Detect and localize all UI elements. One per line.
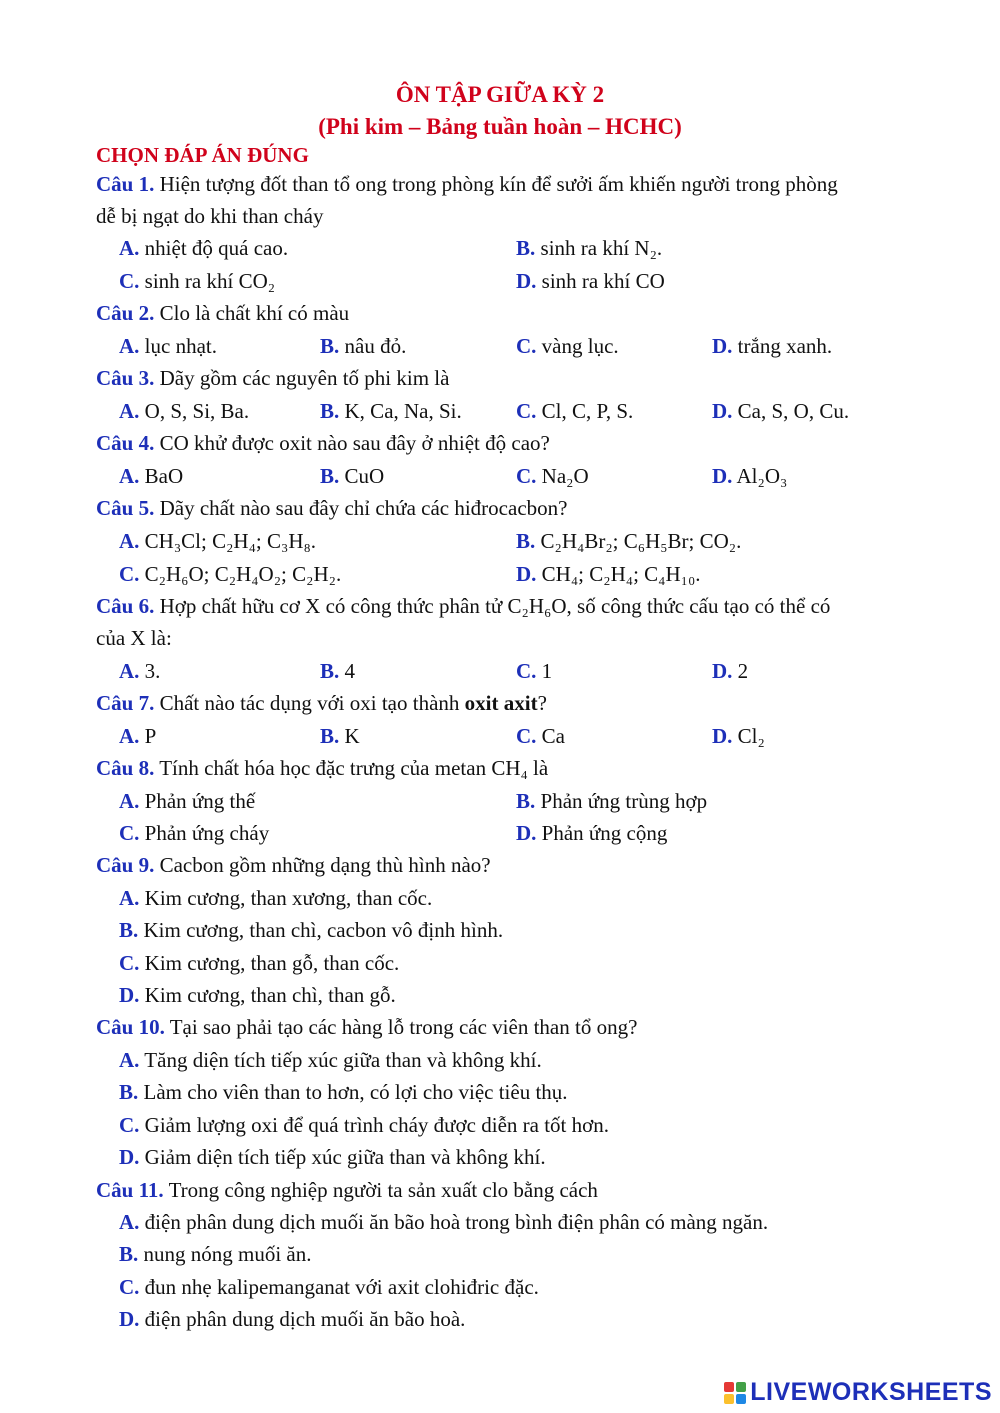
q3-option-c[interactable]: C. Cl, C, P, S. [516, 399, 634, 423]
q10-option-a[interactable]: A. Tăng diện tích tiếp xúc giữa than và không khí. [119, 1048, 542, 1072]
q4-option-a[interactable]: A. BaO [119, 464, 184, 488]
q2-option-c[interactable]: C. vàng lục. [516, 334, 619, 358]
question-6-cont: của X là: [96, 626, 172, 650]
q9-option-d[interactable]: D. Kim cương, than chì, than gỗ. [119, 983, 396, 1007]
q7-option-a[interactable]: A. P [119, 724, 157, 748]
q10-option-c[interactable]: C. Giảm lượng oxi để quá trình cháy được diễn ra tốt hơn. [119, 1113, 609, 1137]
q5-option-d[interactable]: D. CH₄; C₂H₄; C₄H₁₀. [516, 562, 701, 586]
question-5: Câu 5. Dãy chất nào sau đây chỉ chứa các hiđrocacbon? [96, 496, 568, 520]
question-2: Câu 2. Clo là chất khí có màu [96, 301, 350, 325]
q2-option-b[interactable]: B. nâu đỏ. [320, 334, 407, 358]
q6-option-a[interactable]: A. 3. [119, 659, 161, 683]
question-text: Hiện tượng đốt than tổ ong trong phòng kín để sưởi ấm khiến người trong phòng [159, 172, 838, 196]
question-1-cont: dễ bị ngạt do khi than cháy [96, 204, 324, 228]
q9-option-b[interactable]: B. Kim cương, than chì, cacbon vô định hình. [119, 918, 504, 942]
question-1 [96, 171, 838, 197]
q9-option-c[interactable]: C. Kim cương, than gỗ, than cốc. [119, 951, 400, 975]
question-8: Câu 8. Tính chất hóa học đặc trưng của metan CH₄ là [96, 756, 549, 780]
q11-option-a[interactable]: A. điện phân dung dịch muối ăn bão hoà trong bình điện phân có màng ngăn. [119, 1210, 769, 1234]
q3-option-a[interactable]: A. O, S, Si, Ba. [119, 399, 250, 423]
q8-option-c[interactable]: C. Phản ứng cháy [119, 821, 270, 845]
q11-option-b[interactable]: B. nung nóng muối ăn. [119, 1242, 312, 1266]
q4-option-b[interactable]: B. CuO [320, 464, 385, 488]
q1-option-d[interactable]: D. sinh ra khí CO [516, 269, 665, 293]
q8-option-d[interactable]: D. Phản ứng cộng [516, 821, 668, 845]
brand-name: LIVEWORKSHEETS [750, 1378, 992, 1406]
page-title: ÔN TẬP GIỮA KỲ 2 [395, 82, 605, 107]
question-11: Câu 11. Trong công nghiệp người ta sản xuất clo bằng cách [96, 1178, 598, 1202]
q11-option-c[interactable]: C. đun nhẹ kalipemanganat với axit clohiđric đặc. [119, 1275, 539, 1299]
q5-option-b[interactable]: B. C₂H₄Br₂; C₆H₅Br; CO₂. [516, 529, 742, 553]
q3-option-b[interactable]: B. K, Ca, Na, Si. [320, 399, 462, 423]
liveworksheets-logo[interactable] [724, 1378, 992, 1407]
q4-option-c[interactable]: C. Na₂O [516, 464, 589, 488]
q7-option-b[interactable]: B. K [320, 724, 360, 748]
q1-option-c[interactable]: C. sinh ra khí CO₂ [119, 269, 276, 293]
question-4: Câu 4. CO khử được oxit nào sau đây ở nhiệt độ cao? [96, 431, 550, 455]
q3-option-d[interactable]: D. Ca, S, O, Cu. [712, 399, 850, 423]
q9-option-a[interactable]: A. Kim cương, than xương, than cốc. [119, 886, 433, 910]
q2-option-a[interactable]: A. lục nhạt. [119, 334, 217, 358]
question-9: Câu 9. Cacbon gồm những dạng thù hình nào? [96, 853, 491, 877]
q7-option-d[interactable]: D. Cl₂ [712, 724, 765, 748]
q6-option-d[interactable]: D. 2 [712, 659, 749, 683]
section-heading: CHỌN ĐÁP ÁN ĐÚNG [96, 143, 309, 167]
q1-option-b[interactable]: B. sinh ra khí N₂. [516, 236, 663, 260]
q11-option-d[interactable]: D. điện phân dung dịch muối ăn bão hoà. [119, 1307, 466, 1331]
question-label: Câu 1. [96, 172, 155, 196]
q6-option-b[interactable]: B. 4 [320, 659, 356, 683]
q5-option-c[interactable]: C. C₂H₆O; C₂H₄O₂; C₂H₂. [119, 562, 342, 586]
page-subtitle: (Phi kim – Bảng tuần hoàn – HCHC) [318, 114, 682, 139]
q5-option-a[interactable]: A. CH₃Cl; C₂H₄; C₃H₈. [119, 529, 317, 553]
logo-grid-icon [724, 1382, 746, 1404]
q8-option-a[interactable]: A. Phản ứng thế [119, 789, 256, 813]
q7-option-c[interactable]: C. Ca [516, 724, 565, 748]
q10-option-b[interactable]: B. Làm cho viên than to hơn, có lợi cho việc tiêu thụ. [119, 1080, 568, 1104]
question-7: Câu 7. Chất nào tác dụng với oxi tạo thành oxit axit? [96, 691, 547, 715]
q6-option-c[interactable]: C. 1 [516, 659, 553, 683]
q4-option-d[interactable]: D. Al₂O₃ [712, 464, 788, 488]
question-6: Câu 6. Hợp chất hữu cơ X có công thức phân tử C₂H₆O, số công thức cấu tạo có thể có [96, 594, 831, 618]
q1-option-a[interactable]: A. nhiệt độ quá cao. [119, 236, 289, 260]
question-3: Câu 3. Dãy gồm các nguyên tố phi kim là [96, 366, 450, 390]
q2-option-d[interactable]: D. trắng xanh. [712, 334, 833, 358]
question-10: Câu 10. Tại sao phải tạo các hàng lỗ trong các viên than tổ ong? [96, 1015, 638, 1039]
q8-option-b[interactable]: B. Phản ứng trùng hợp [516, 789, 708, 813]
q10-option-d[interactable]: D. Giảm diện tích tiếp xúc giữa than và không khí. [119, 1145, 546, 1169]
